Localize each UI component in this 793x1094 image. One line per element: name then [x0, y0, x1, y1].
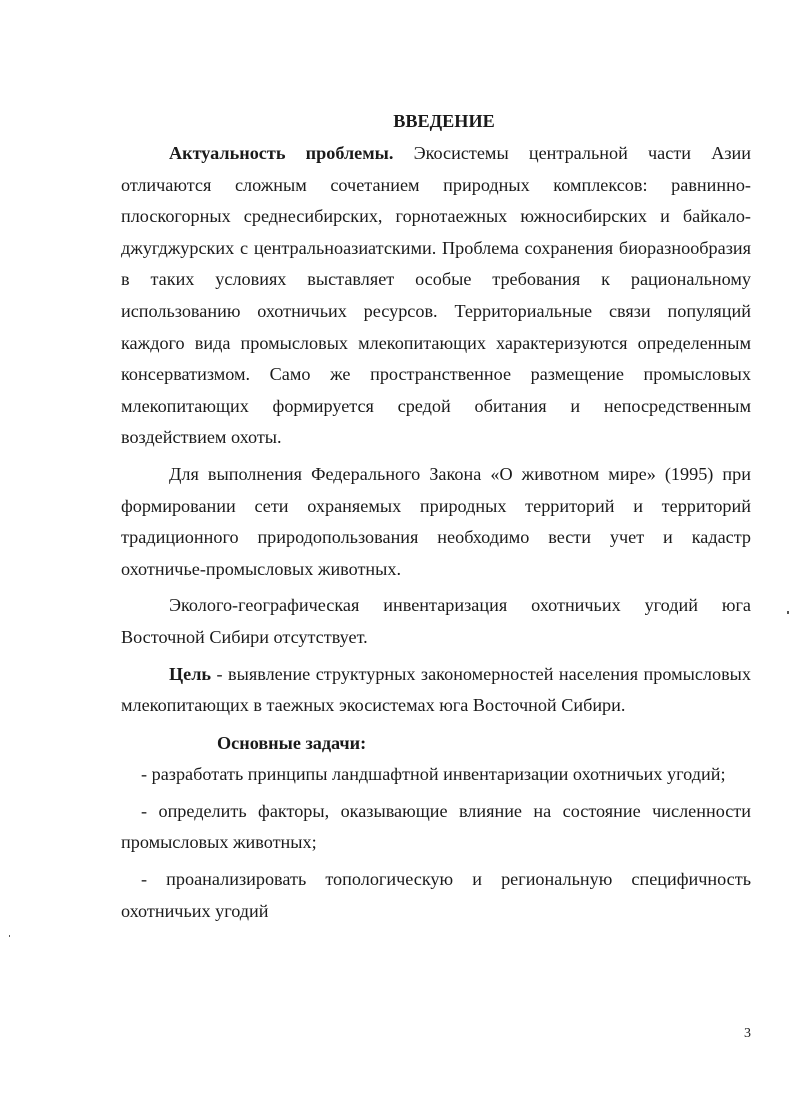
relevance-lead: Актуальность проблемы. [169, 143, 394, 163]
scan-speck [787, 611, 789, 614]
tasks-heading: Основные задачи: [217, 732, 367, 753]
page-number: 3 [744, 1026, 751, 1041]
paragraph-relevance [121, 138, 751, 454]
task-item: - разработать принципы ландшафтной инвентаризации охотничьих угодий; [141, 764, 726, 785]
section-title: ВВЕДЕНИЕ [393, 111, 495, 131]
document-page [121, 107, 751, 927]
goal-lead: Цель [169, 663, 212, 684]
goal-text: - выявление структурных закономерностей населения промысловых млекопитающих в таежных экосистемах юга Восточной Сибири. [121, 663, 751, 716]
scan-speck [9, 935, 10, 937]
task-item: - определить факторы, оказывающие влияние на состояние численности промысловых животных; [121, 800, 751, 853]
task-item: - проанализировать топологическую и региональную специфичность охотничьих угодий [121, 869, 751, 921]
paragraph-goal [121, 659, 751, 722]
paragraph-federal-law: Для выполнения Федерального Закона «О животном мире» (1995) при формировании сети охраняемых природных территорий и территорий традиционного природопользования необходимо вести учет и кадастр охотничье-промысловых животных. [121, 463, 751, 579]
paragraph-inventory: Эколого-географическая инвентаризация охотничьих угодий юга Восточной Сибири отсутствует. [121, 595, 751, 647]
relevance-text: Экосистемы центральной части Азии отличаются сложным сочетанием природных комплексов: равнинно-плоскогорных среднесибирских, горнотаежных южносибирских и байкало-джугджурских с центральноазиатскими. Проблема сохранения биоразнообразия в таких условиях выставляет особые требования к рациональному использованию охотничьих ресурсов. Территориальные связи популяций каждого вида промысловых млекопитающих характеризуются определенным консерватизмом. Само же пространственное размещение промысловых млекопитающих формируется средой обитания и непосредственным воздействием охоты. [121, 143, 751, 448]
